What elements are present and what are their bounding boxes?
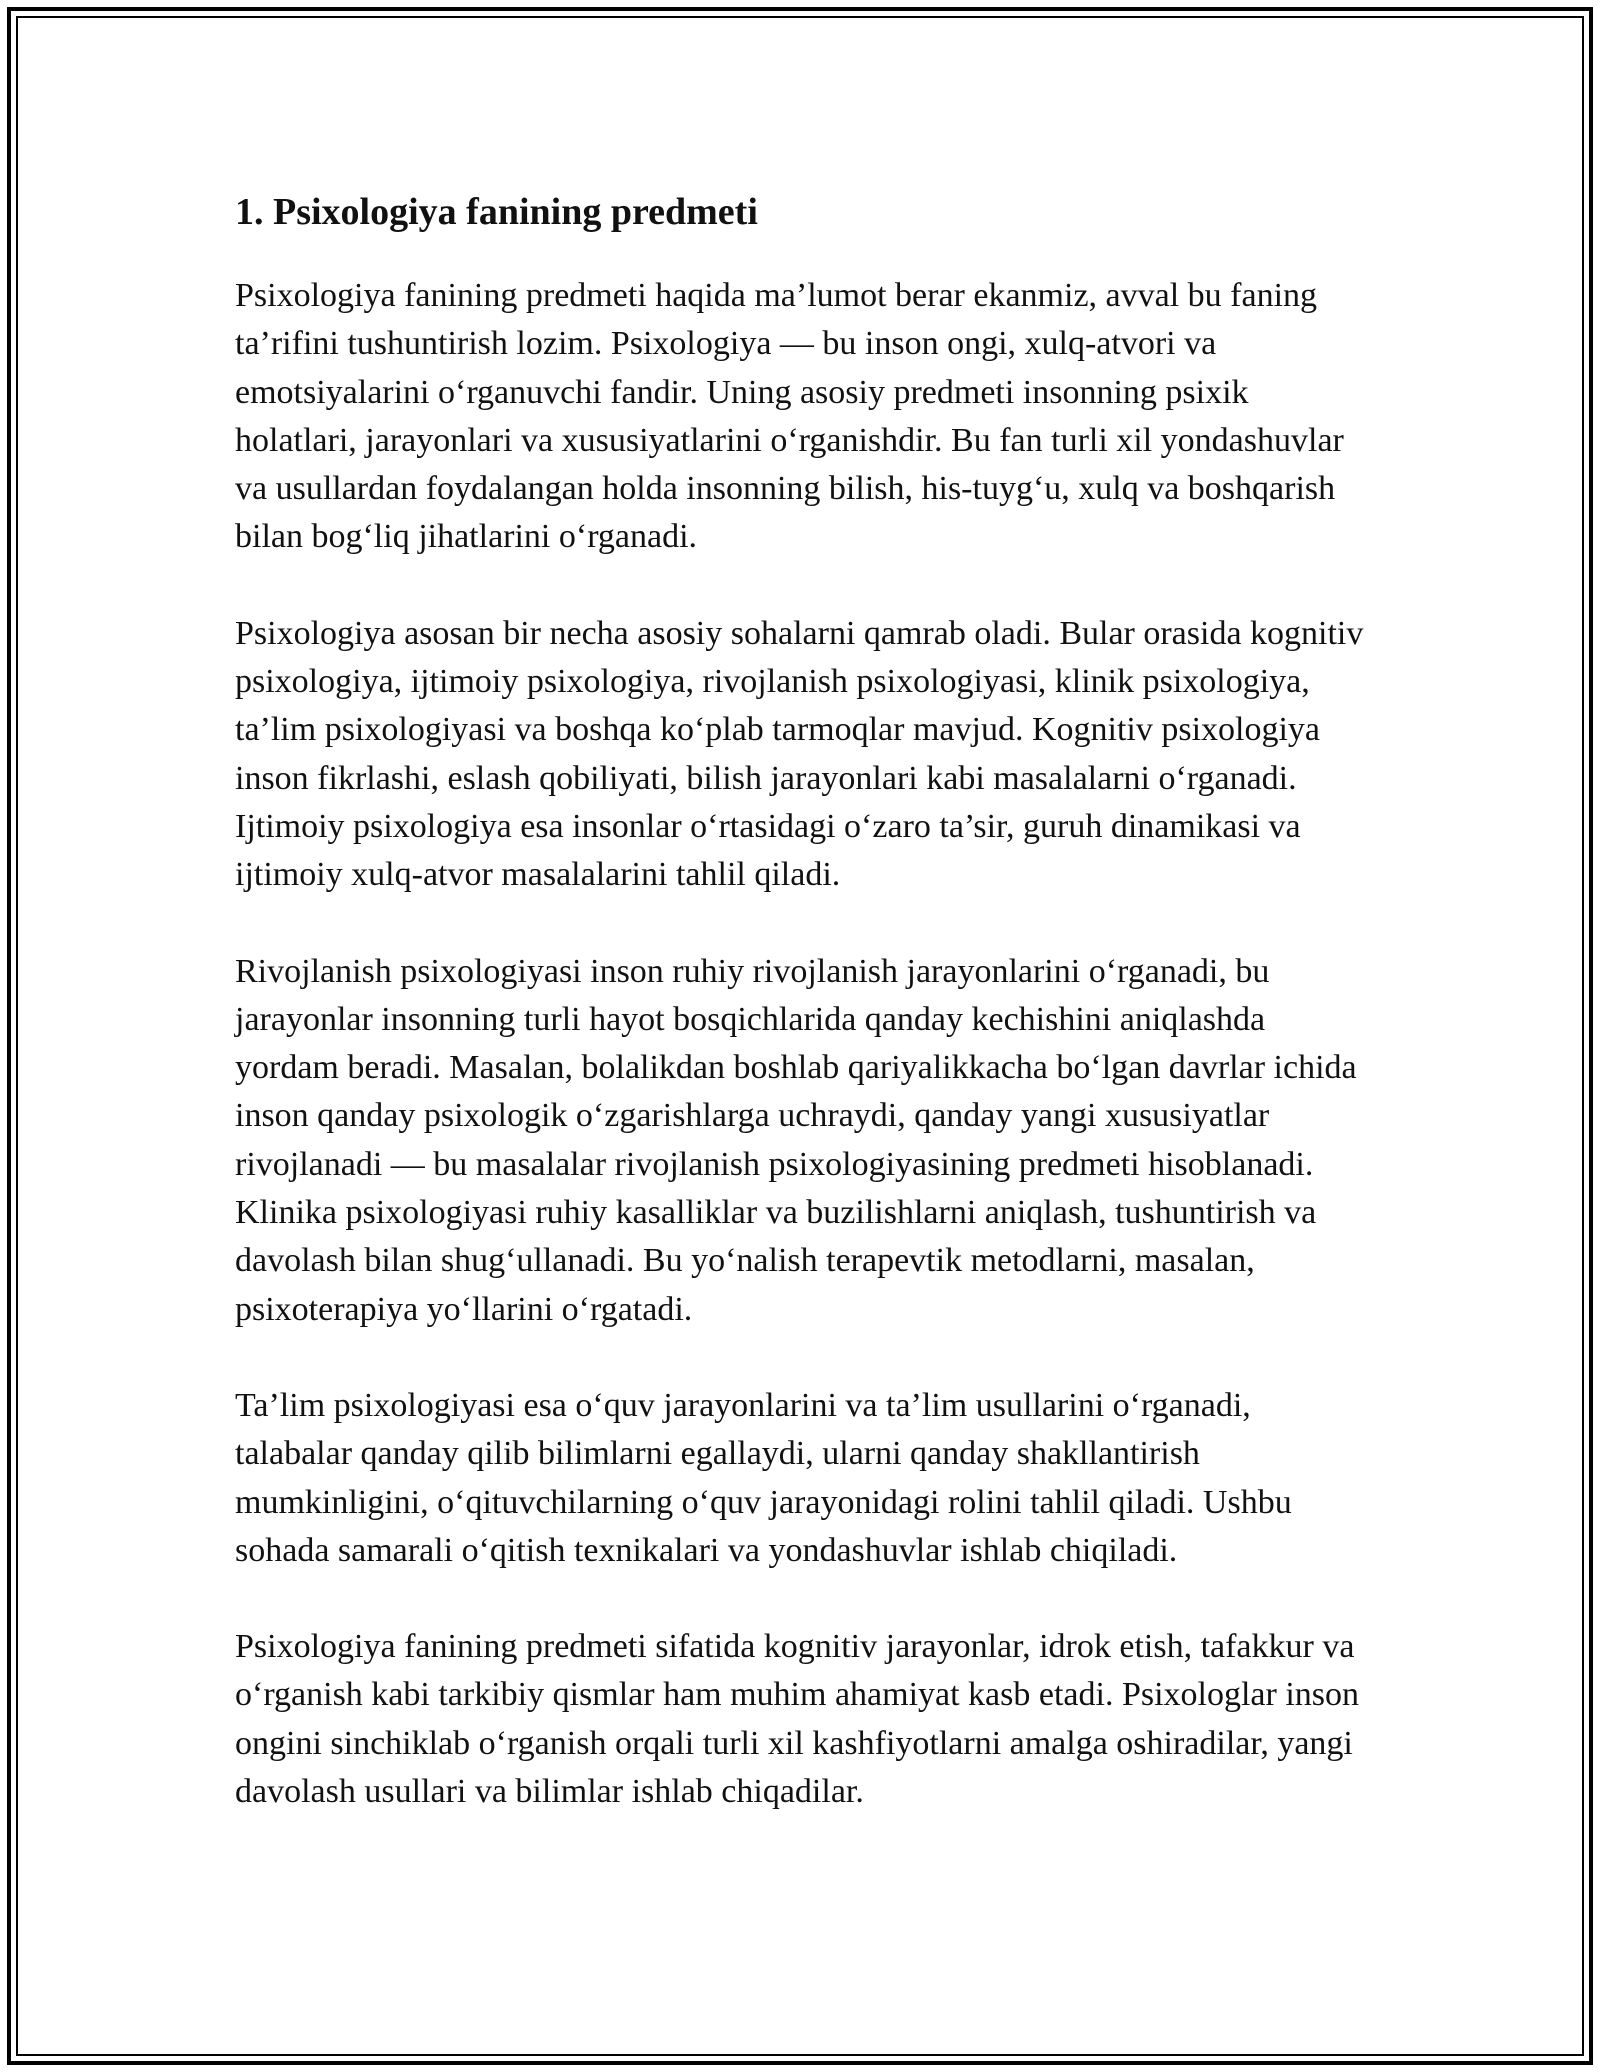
paragraph-1: Psixologiya fanining predmeti haqida ma’lumot berar ekanmiz, avval bu faning ta’rifini tushuntirish lozim. Psixologiya — bu inson ongi, xulq-atvori va emotsiyalarini o‘rganuvchi fandir. Uning asosiy predmeti insonning psixik holatlari, jarayonlari va xususiyatlarini o‘rganishdir. Bu fan turli xil yondashuvlar va usullardan foydalangan holda insonning bilish, his-tuyg‘u, xulq va boshqarish bilan bog‘liq jihatlarini o‘rganadi. xyxy=(235,277,1344,556)
paragraph-2: Psixologiya asosan bir necha asosiy sohalarni qamrab oladi. Bular orasida kognitiv psixologiya, ijtimoiy psixologiya, rivojlanish psixologiyasi, klinik psixologiya, ta’lim psixologiyasi va boshqa ko‘plab tarmoqlar mavjud. Kognitiv psixologiya inson fikrlashi, eslash qobiliyati, bilish jarayonlari kabi masalalarni o‘rganadi. Ijtimoiy psixologiya esa insonlar o‘rtasidagi o‘zaro ta’sir, guruh dinamikasi va ijtimoiy xulq-atvor masalalarini tahlil qiladi. xyxy=(235,614,1364,894)
document-body xyxy=(235,180,1375,1864)
paragraph-3: Rivojlanish psixologiyasi inson ruhiy rivojlanish jarayonlarini o‘rganadi, bu jarayonlar insonning turli hayot bosqichlarida qanday kechishini aniqlashda yordam beradi. Masalan, bolalikdan boshlab qariyalikkacha bo‘lgan davrlar ichida inson qanday psixologik o‘zgarishlarga uchraydi, qanday yangi xususiyatlar rivojlanadi — bu masalalar rivojlanish psixologiyasining predmeti hisoblanadi. Klinika psixologiyasi ruhiy kasalliklar va buzilishlarni aniqlash, tushuntirish va davolash bilan shug‘ullanadi. Bu yo‘nalish terapevtik metodlarni, masalan, psixoterapiya yo‘llarini o‘rgatadi. xyxy=(235,952,1357,1328)
section-heading: 1. Psixologiya fanining predmeti xyxy=(235,191,758,233)
paragraph-4: Ta’lim psixologiyasi esa o‘quv jarayonlarini va ta’lim usullarini o‘rganadi, talabalar qanday qilib bilimlarni egallaydi, ularni qanday shakllantirish mumkinligini, o‘qituvchilarning o‘quv jarayonidagi rolini tahlil qiladi. Ushbu sohada samarali o‘qitish texnikalari va yondashuvlar ishlab chiqiladi. xyxy=(235,1386,1292,1569)
paragraph-5: Psixologiya fanining predmeti sifatida kognitiv jarayonlar, idrok etish, tafakkur va o‘rganish kabi tarkibiy qismlar ham muhim ahamiyat kasb etadi. Psixologlar inson ongini sinchiklab o‘rganish orqali turli xil kashfiyotlarni amalga oshiradilar, yangi davolash usullari va bilimlar ishlab chiqadilar. xyxy=(235,1628,1360,1811)
